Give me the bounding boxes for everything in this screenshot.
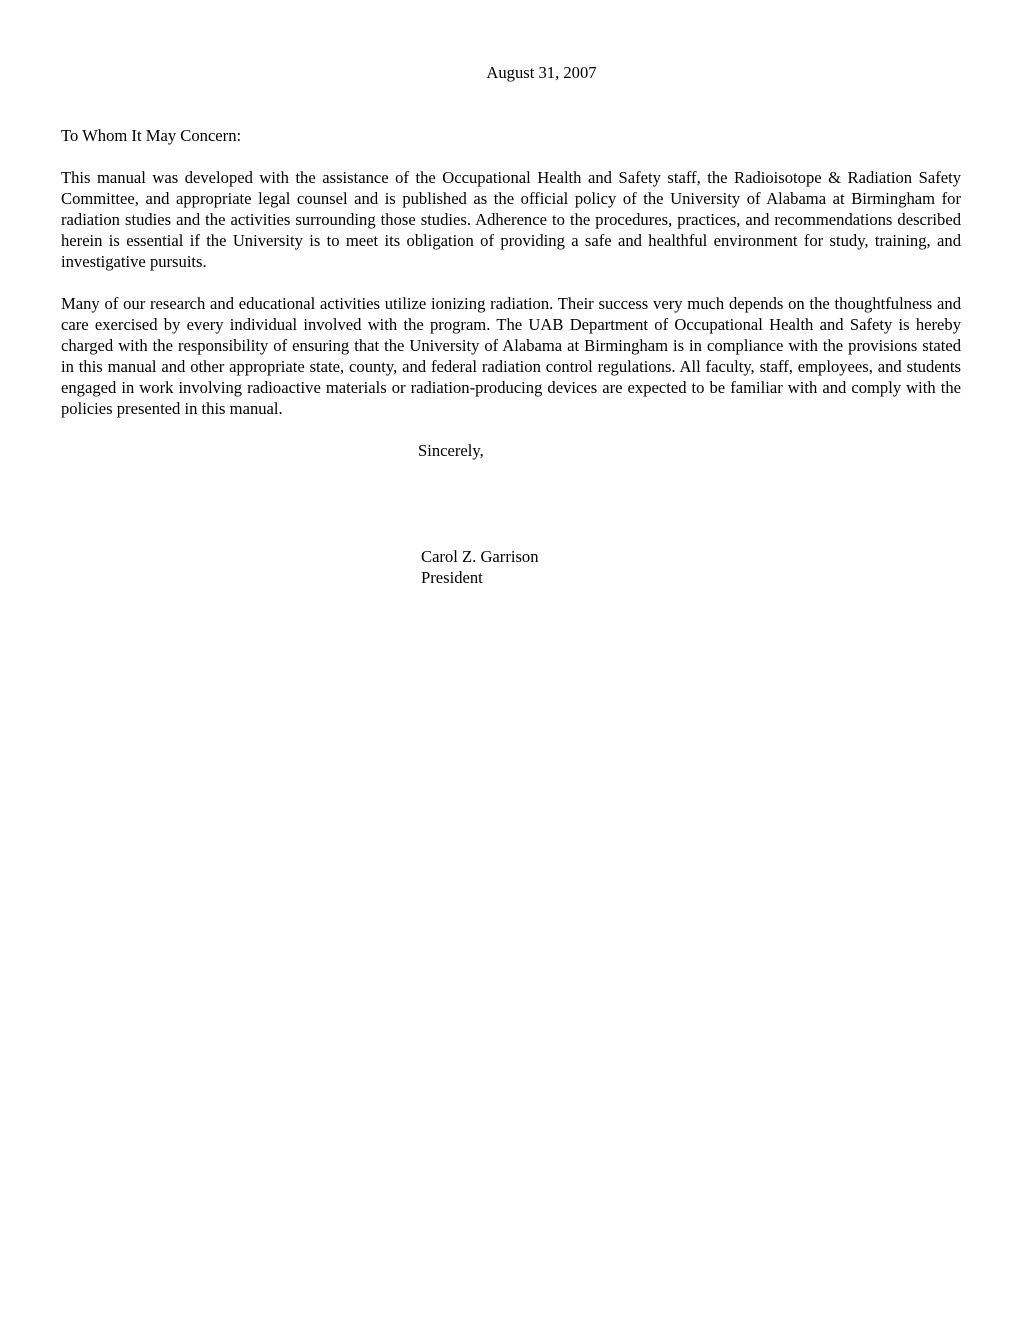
- salutation: To Whom It May Concern:: [61, 126, 242, 145]
- letter-date: August 31, 2007: [486, 63, 597, 82]
- signer-name: Carol Z. Garrison: [421, 547, 539, 566]
- body-paragraph-2: Many of our research and educational activities utilize ionizing radiation. Their success very much depends on the thoughtfulness and care exercised by every individual involved with the program. The UAB Department of Occupational Health and Safety is hereby charged with the responsibility of ensuring that the University of Alabama at Birmingham is in compliance with the provisions stated in this manual and other appropriate state, county, and federal radiation control regulations. All faculty, staff, employees, and students engaged in work involving radioactive materials or radiation-producing devices are expected to be familiar with and comply with the policies presented in this manual.: [61, 294, 961, 418]
- body-paragraph-1: This manual was developed with the assistance of the Occupational Health and Safety staff, the Radioisotope & Radiation Safety Committee, and appropriate legal counsel and is published as the official policy of the University of Alabama at Birmingham for radiation studies and the activities surrounding those studies. Adherence to the procedures, practices, and recommendations described herein is essential if the University is to meet its obligation of providing a safe and healthful environment for study, training, and investigative pursuits.: [61, 168, 961, 271]
- signer-title: President: [421, 568, 483, 587]
- closing: Sincerely,: [418, 441, 484, 460]
